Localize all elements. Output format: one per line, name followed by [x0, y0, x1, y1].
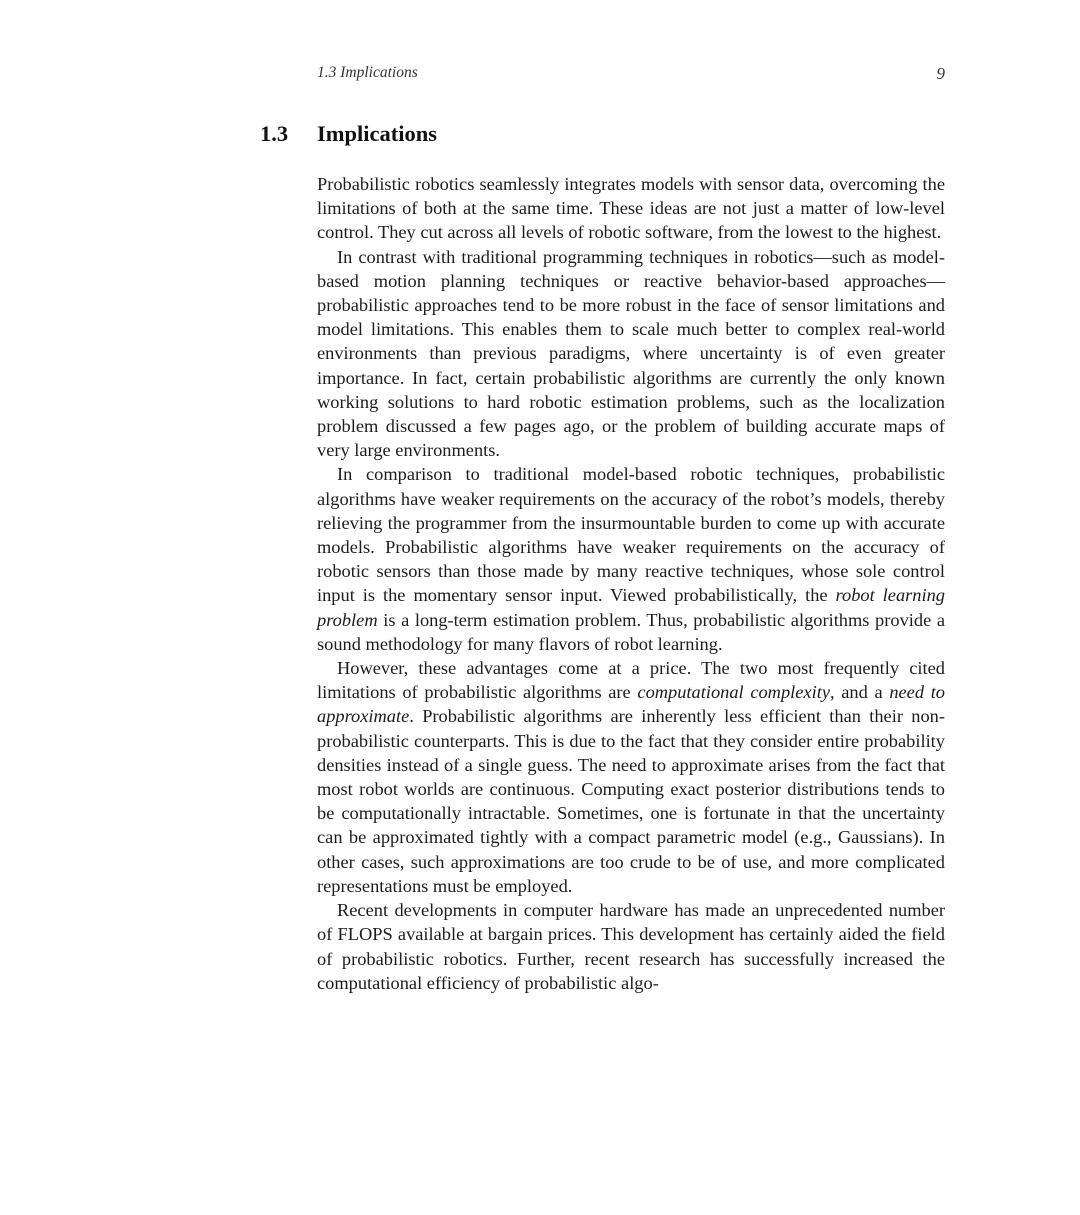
running-head	[317, 64, 945, 86]
paragraph-1: Probabilistic robotics seamlessly integrates models with sensor data, overcoming the limitations of both at the same time. These ideas are not just a matter of low-level control. They cut across all levels of robotic software, from the lowest to the highest.	[317, 174, 945, 243]
paragraph-3-part-2: is a long-term estimation problem. Thus, probabilistic algorithms provide a sound methodology for many flavors of robot learning.	[317, 609, 945, 654]
section-number: 1.3	[260, 121, 289, 146]
paragraph-4-part-1: However, these advantages come at a price. The two most frequently cited limitations of probabilistic algorithms are	[317, 658, 945, 703]
term-computational-complexity: computational complexity	[637, 682, 830, 703]
section-title: Implications	[317, 121, 438, 146]
body-text	[317, 172, 945, 995]
section-heading	[260, 121, 437, 147]
paragraph-4-part-3: . Probabilistic algorithms are inherently less efficient than their non-probabilistic counterparts. This is due to the fact that they consider entire probability densities instead of a single guess. The need to approximate arises from the fact that most robot worlds are continuous. Computing exact posterior distributions tends to be computationally intractable. Sometimes, one is fortunate in that the uncertainty can be approximated tightly with a compact parametric model (e.g., Gaussians). In other cases, such approximations are too crude to be of use, and more complicated representations must be employed.	[317, 706, 945, 896]
paragraph-5: Recent developments in computer hardware has made an unprecedented number of FLOPS available at bargain prices. This development has certainly aided the field of probabilistic robotics. Further, recent research has successfully increased the computational efficiency of probabilistic algo-	[317, 900, 945, 993]
paragraph-4-part-2: , and a	[829, 682, 890, 703]
paragraph-3-part-1: In comparison to traditional model-based robotic techniques, probabilistic algorithms have weaker requirements on the accuracy of the robot’s models, thereby relieving the programmer from the insurmountable burden to come up with accurate models. Probabilistic algorithms have weaker requirements on the accuracy of robotic sensors than those made by many reactive techniques, whose sole control input is the momentary sensor input. Viewed probabilistically, the	[317, 464, 945, 606]
term-robot-learning-problem: robot learning problem	[317, 585, 945, 630]
page-number: 9	[936, 64, 945, 83]
running-head-section: 1.3 Implications	[317, 64, 418, 81]
term-need-to-approximate: need to approximate	[317, 682, 946, 727]
paragraph-2: In contrast with traditional programming techniques in robotics—such as model-based motion planning techniques or reactive behavior-based approaches—probabilistic approaches tend to be more robust in the face of sensor limitations and model limitations. This enables them to scale much better to complex real-world environments than previous paradigms, where uncertainty is of even greater importance. In fact, certain probabilistic algorithms are currently the only known working solutions to hard robotic estimation problems, such as the localization problem discussed a few pages ago, or the problem of building accurate maps of very large environments.	[317, 246, 945, 461]
paragraph-3	[317, 462, 945, 656]
paragraph-4	[317, 656, 945, 898]
